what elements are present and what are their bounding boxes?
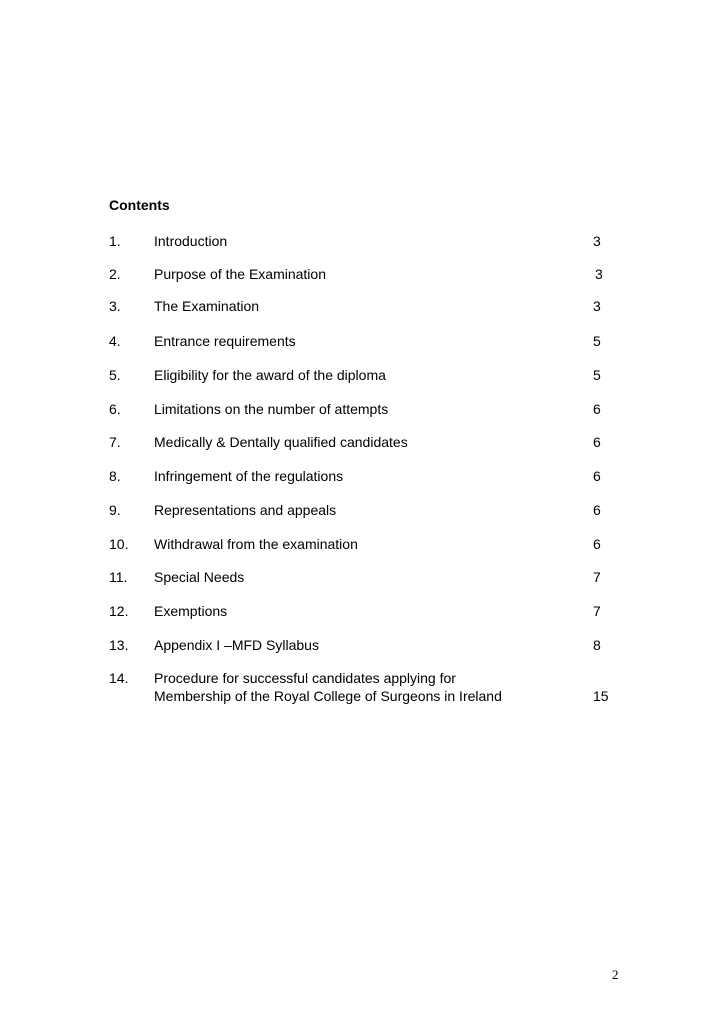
toc-entry-page: 8 bbox=[593, 637, 601, 653]
toc-entry-title-continued: Membership of the Royal College of Surgeons in Ireland bbox=[154, 688, 502, 704]
toc-entry-number: 3. bbox=[109, 298, 121, 314]
toc-entry-number: 8. bbox=[109, 468, 121, 484]
toc-entry-page: 5 bbox=[593, 333, 601, 349]
toc-entry-number: 10. bbox=[109, 536, 129, 552]
toc-entry-title: Representations and appeals bbox=[154, 502, 337, 518]
toc-entry-number: 12. bbox=[109, 603, 129, 619]
toc-entry-page: 7 bbox=[593, 569, 601, 585]
toc-entry-page: 6 bbox=[593, 434, 601, 450]
toc-entry-title: Eligibility for the award of the diploma bbox=[154, 367, 386, 383]
toc-entry-title: Procedure for successful candidates applying for bbox=[154, 670, 456, 686]
toc-entry-number: 11. bbox=[109, 569, 128, 585]
toc-entry-number: 2. bbox=[109, 266, 121, 282]
toc-entry-title: Medically & Dentally qualified candidates bbox=[154, 434, 408, 450]
toc-entry-page: 6 bbox=[593, 401, 601, 417]
toc-entry-title: Withdrawal from the examination bbox=[154, 536, 358, 552]
toc-entry-number: 13. bbox=[109, 637, 129, 653]
toc-entry-page: 6 bbox=[593, 468, 601, 484]
toc-entry-page: 3 bbox=[593, 233, 601, 249]
toc-entry-page: 7 bbox=[593, 603, 601, 619]
toc-entry-title: Introduction bbox=[154, 233, 228, 249]
toc-entry-page: 15 bbox=[593, 688, 609, 704]
toc-entry-number: 9. bbox=[109, 502, 121, 518]
toc-entry-title: Entrance requirements bbox=[154, 333, 296, 349]
toc-entry-title: Appendix I –MFD Syllabus bbox=[154, 637, 319, 653]
toc-entry-title: Infringement of the regulations bbox=[154, 468, 344, 484]
toc-entry-page: 6 bbox=[593, 536, 601, 552]
toc-entry-page: 6 bbox=[593, 502, 601, 518]
toc-entry-title: Special Needs bbox=[154, 569, 245, 585]
toc-entry-number: 14. bbox=[109, 670, 129, 686]
toc-entry-number: 1. bbox=[109, 233, 121, 249]
page-number: 2 bbox=[612, 967, 619, 982]
toc-entry-number: 6. bbox=[109, 401, 121, 417]
toc-entry-number: 4. bbox=[109, 333, 121, 349]
toc-entry-page: 3 bbox=[593, 298, 601, 314]
toc-entry-title: Purpose of the Examination bbox=[154, 266, 326, 282]
toc-entry-title: Exemptions bbox=[154, 603, 228, 619]
toc-entry-page: 5 bbox=[593, 367, 601, 383]
toc-entry-title: The Examination bbox=[154, 298, 260, 314]
toc-entry-page: 3 bbox=[595, 266, 603, 282]
toc-entry-title: Limitations on the number of attempts bbox=[154, 401, 389, 417]
contents-heading: Contents bbox=[109, 197, 170, 213]
toc-entry-number: 5. bbox=[109, 367, 121, 383]
toc-entry-number: 7. bbox=[109, 434, 121, 450]
